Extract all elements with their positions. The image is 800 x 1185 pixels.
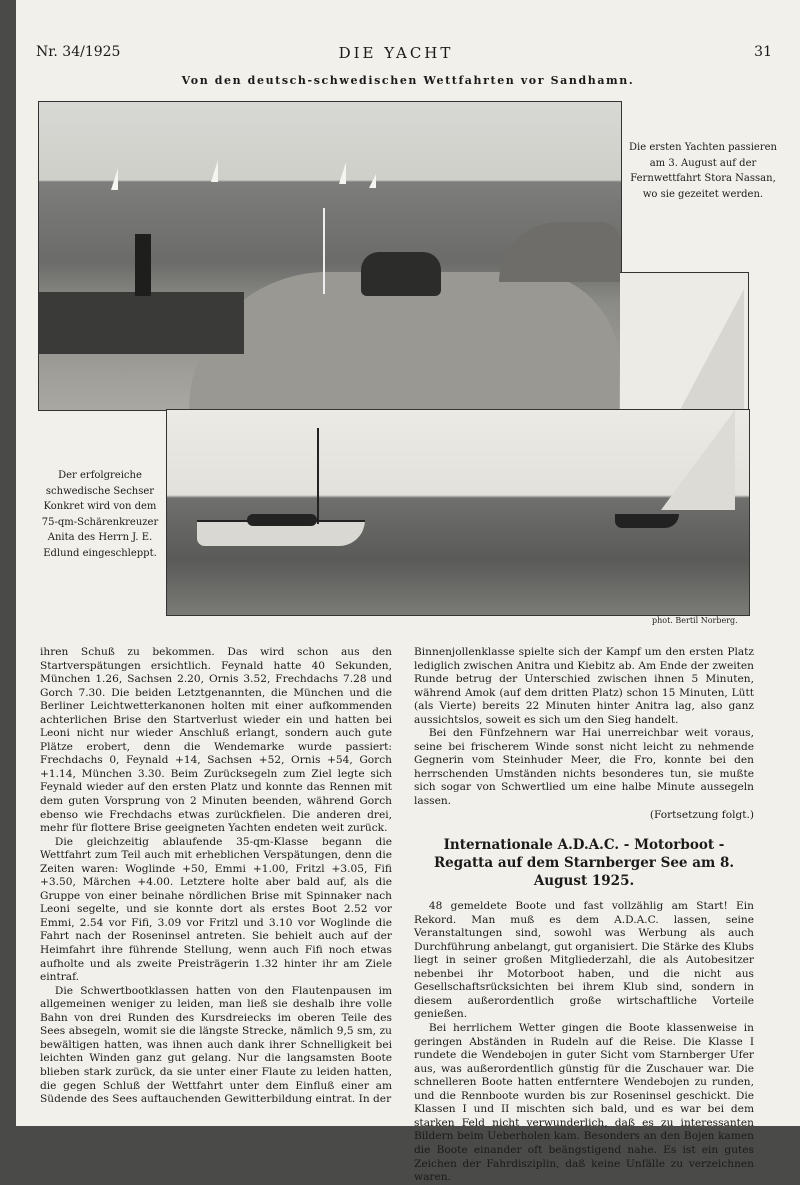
rock-right [499, 222, 621, 282]
paragraph: Bei den Fünfzehnern war Hai unerreichbar weit voraus, seine bei frischerem Winde sonst nicht leicht zu nehmende Gegnerin vom Steinhuder Meer, die Fro, konnte bei den herrschenden Umständen nichts besonderes tun, sie mußte sich sogar von Schwertlied um eine halbe Minute aussegeln lassen. [414, 727, 754, 808]
paragraph: Binnenjollenklasse spielte sich der Kampf um den ersten Platz lediglich zwischen Anitra und Kiebitz ab. Am Ende der zweiten Runde betrug der Unterschied zwischen ihnen 5 Minuten, während Amok (auf dem dritten Platz) schon 15 Minuten, Lütt (als Vierte) bereits 22 Minuten hinter Anitra lag, also ganz aussichtslos, soweit es sich um den Sieg handelt. [414, 646, 754, 726]
article-headline: Internationale A.D.A.C. - Motorboot - Regatta auf dem Starnberger See am 8. August 1925. [433, 837, 735, 890]
distant-sail [111, 168, 118, 190]
distant-sail [211, 160, 218, 182]
photo-rocky-shore-yachts [38, 101, 622, 411]
crew [247, 514, 317, 526]
issue-number: Nr. 34/1925 [36, 44, 121, 60]
photo-credit: phot. Bertil Norberg. [652, 616, 738, 625]
magazine-page [16, 0, 800, 1184]
caption-konkret-towed: Der erfolgreiche schwedische Sechser Konkret wird von dem 75-qm-Schärenkreuzer Anita des Herrn J. E. Edlund eingeschleppt. [41, 470, 159, 559]
flag-pole [323, 208, 325, 294]
right-text-column [414, 646, 754, 1185]
paragraph: ihren Schuß zu bekommen. Das wird schon aus den Startverspätungen ersichtlich. Feynald hatte 40 Sekunden, München 1.26, Sachsen 2.20, Ornis 3.52, Frechdachs 7.28 und Gorch 7.30. Die beiden Letztgenannten, die München und die Berliner Leichtwetterkanonen holten mit einer aufkommenden achterlichen Brise den Startverlust wieder ein und hatten bei Leoni nicht nur wieder Anschluß erlangt, sondern auch gute Plätze erobert, denn die Wendemarke wurde passiert: Frechdachs 0, Feynald +14, Sachsen +52, Ornis +54, Gorch +1.14, München 3.30. Beim Zurücksegeln zum Ziel legte sich Feynald wieder auf den ersten Platz und konnte das Rennen mit dem guten Vorsprung von 2 Minuten beenden, während Gorch ebenso wie Frechdachs etwas zurückfielen. Die anderen drei, mehr für flottere Brise geeigneten Yachten endeten weit zurück. [40, 646, 392, 835]
photo-sail-top [620, 272, 749, 410]
paragraph: 48 gemeldete Boote und fast vollzählig am Start! Ein Rekord. Man muß es dem A.D.A.C. lassen, seine Veranstaltungen sind, sowohl was Werbung als auch Durchführung anbelangt, gut organisiert. Die Stärke des Klubs liegt in seiner großen Mitgliederzahl, die als Autobesitzer nebenbei ihr Motorboot haben, und die nicht aus Gesellschaftsrücksichten bei ihrem Klub sind, sondern in diesem außerordentlich große wirtschaftliche Vorteile genießen. [414, 900, 754, 1021]
sailing-yacht-anita [661, 410, 735, 510]
caption-first-yachts: Die ersten Yachten passieren am 3. August auf der Fernwettfahrt Stora Nassan, wo sie gezeitet werden. [629, 142, 777, 200]
photo-towing-scene [166, 409, 750, 616]
left-text-column [40, 646, 392, 1107]
distant-sail [339, 162, 346, 184]
towed-boat-mast [317, 428, 319, 524]
continued-note: (Fortsetzung folgt.) [649, 808, 754, 821]
paragraph: Die Schwertbootklassen hatten von den Flautenpausen im allgemeinen weniger zu leiden, man ließ sie deshalb ihre volle Bahn von drei Runden des Kursdreiecks im oberen Teile des Sees absegeln, womit sie die längste Strecke, nämlich 9,5 sm, zu bewältigen hatten, was ihnen auch dank ihrer Schnelligkeit bei leichten Winden ganz gut gelang. Nur die langsamsten Boote blieben stark zurück, da sie unter einer Flaute zu leiden hatten, die gegen Schluß der Wettfahrt unter dem Einfluß einer am Südende des Sees auftauchenden Gewitterbildung eintrat. In der [40, 984, 392, 1106]
spectator-group [361, 252, 441, 296]
photo-spread-title: Von den deutsch-schwedischen Wettfahrten vor Sandhamn. [181, 74, 635, 87]
paragraph: Bei herrlichem Wetter gingen die Boote klassenweise in geringen Abständen in Rudeln auf die Reise. Die Klasse I rundete die Wendebojen in guter Sicht vom Starnberger Ufer aus, was außerordentlich günstig für die Zuschauer war. Die schnelleren Boote hatten entferntere Wendebojen zu runden, und die Rennboote wurden bis zur Roseninsel geschickt. Die Klassen I und II mischten sich bald, und es war bei dem starken Feld nicht verwunderlich, daß es zu interessanten Bildern beim Ueberholen kam. Besonders an den Bojen kamen die Boote einander oft beängstigend nahe. Es ist ein gutes Zeichen der Fahrdisziplin, daß keine Unfälle zu verzeichnen waren. [414, 1022, 754, 1184]
distant-sail [369, 174, 376, 188]
paragraph: Die gleichzeitig ablaufende 35-qm-Klasse begann die Wettfahrt zum Teil auch mit erheblichen Verspätungen, denn die Zeiten waren: Woglinde +50, Emmi +1.00, Fritzl +3.05, Fifi +3.50, Märchen +4.00. Letztere holte aber bald auf, als die Gruppe von einer beinahe nördlichen Brise mit Spinnaker nach Leoni segelte, und sie konnte dort als erstes Boot 2.52 vor Emmi, 2.54 vor Fifi, 3.09 vor Fritzl und 3.10 vor Woglinde die Fahrt nach der Roseninsel antreten. Sie behielt auch auf der Heimfahrt ihre führende Stellung, wenn auch Fifi noch etwas aufholte und als zweite Preisträgerin 1.32 hinter ihr am Ziele eintraf. [40, 835, 392, 984]
steamboat-funnel [135, 234, 151, 296]
magazine-title: DIE YACHT [338, 44, 454, 62]
steamboat [39, 292, 244, 354]
yacht-hull [615, 514, 679, 528]
page-number: 31 [754, 44, 772, 60]
mainsail [680, 289, 744, 410]
